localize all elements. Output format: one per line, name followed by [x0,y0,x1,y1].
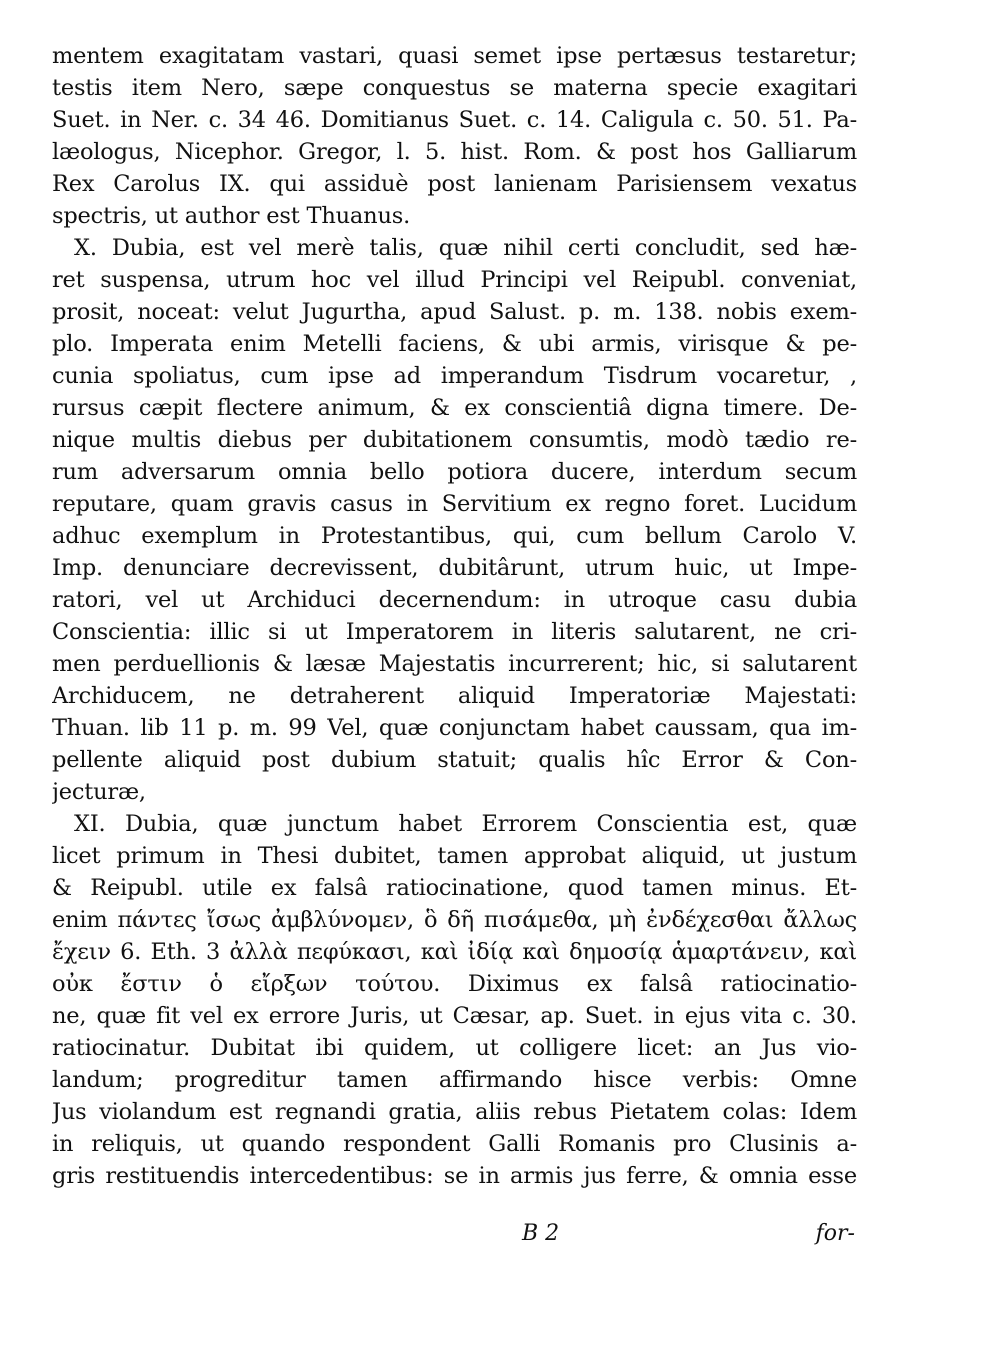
text-line: spectris, ut author est Thuanus. [52,203,411,229]
text-line: jecturæ, [52,779,146,805]
paragraph-xi-start: XI. Dubia, quæ junctum habet Errorem Conscientia est, quæ [74,811,857,837]
text-line: Conscientia: illic si ut Imperatorem in literis salutarent, ne cri- [52,619,857,645]
text-line: Imp. denunciare decrevissent, dubitârunt, utrum huic, ut Impe- [52,555,857,581]
text-line: landum; progreditur tamen affirmando hisce verbis: Omne [52,1067,857,1093]
text-line: Suet. in Ner. c. 34 46. Domitianus Suet. c. 14. Caligula c. 50. 51. Pa- [52,107,857,133]
text-line: Rex Carolus IX. qui assiduè post lanienam Parisiensem vexatus [52,171,857,197]
page-footer [52,1221,857,1255]
text-line: nique multis diebus per dubitationem consumtis, modò tædio re- [52,427,857,453]
text-line: rursus cæpit flectere animum, & ex conscientiâ digna timere. De- [52,395,857,421]
text-line: adhuc exemplum in Protestantibus, qui, cum bellum Carolo V. [52,523,857,549]
greek-text-line: enim πάντες ἴσως ἀμβλύνομεν, ὃ δῆ πισάμεθα, μὴ ἐνδέχεσθαι ἄλλως [52,907,857,933]
text-line: Jus violandum est regnandi gratia, aliis rebus Pietatem colas: Idem [52,1099,857,1125]
text-line: plo. Imperata enim Metelli faciens, & ubi armis, virisque & pe- [52,331,857,357]
text-line: ratiocinatur. Dubitat ibi quidem, ut colligere licet: an Jus vio- [52,1035,857,1061]
greek-text-line: οὐκ ἔστιν ὁ εἴρξων τούτου. Diximus ex falsâ ratiocinatio- [52,971,857,997]
text-line: ret suspensa, utrum hoc vel illud Principi vel Reipubl. conveniat, [52,267,857,293]
text-line: læologus, Nicephor. Gregor, l. 5. hist. Rom. & post hos Galliarum [52,139,857,165]
text-line: ne, quæ fit vel ex errore Juris, ut Cæsar, ap. Suet. in ejus vita c. 30. [52,1003,857,1029]
text-line: rum adversarum omnia bello potiora ducere, interdum secum [52,459,857,485]
text-line: licet primum in Thesi dubitet, tamen approbat aliquid, ut justum [52,843,857,869]
text-line: reputare, quam gravis casus in Servitium ex regno foret. Lucidum [52,491,857,517]
text-line: & Reipubl. utile ex falsâ ratiocinatione, quod tamen minus. Et- [52,875,857,901]
text-line: Archiducem, ne detraherent aliquid Imperatoriæ Majestati: [52,683,857,709]
text-line: men perduellionis & læsæ Majestatis incurrerent; hic, si salutarent [52,651,857,677]
text-line: ratori, vel ut Archiduci decernendum: in utroque casu dubia [52,587,857,613]
text-line: cunia spoliatus, cum ipse ad imperandum Tisdrum vocaretur, , [52,363,857,389]
text-line: pellente aliquid post dubium statuit; qualis hîc Error & Con- [52,747,857,773]
text-block [52,40,857,1192]
text-line: mentem exagitatam vastari, quasi semet ipse pertæsus testaretur; [52,43,857,69]
greek-text-line: ἔχειν 6. Eth. 3 ἀλλὰ πεφύκασι, καὶ ἰδίᾳ καὶ δημοσίᾳ ἁμαρτάνειν, καὶ [52,939,857,965]
text-line: testis item Nero, sæpe conquestus se materna specie exagitari [52,75,857,101]
signature-mark: B 2 [522,1221,560,1246]
text-line: gris restituendis intercedentibus: se in armis jus ferre, & omnia esse [52,1163,857,1189]
catchword: for- [815,1221,855,1246]
text-line: prosit, noceat: velut Jugurtha, apud Salust. p. m. 138. nobis exem- [52,299,857,325]
paragraph-x-start: X. Dubia, est vel merè talis, quæ nihil certi concludit, sed hæ- [74,235,857,261]
text-line: in reliquis, ut quando respondent Galli Romanis pro Clusinis a- [52,1131,857,1157]
text-line: Thuan. lib 11 p. m. 99 Vel, quæ conjunctam habet caussam, qua im- [52,715,857,741]
